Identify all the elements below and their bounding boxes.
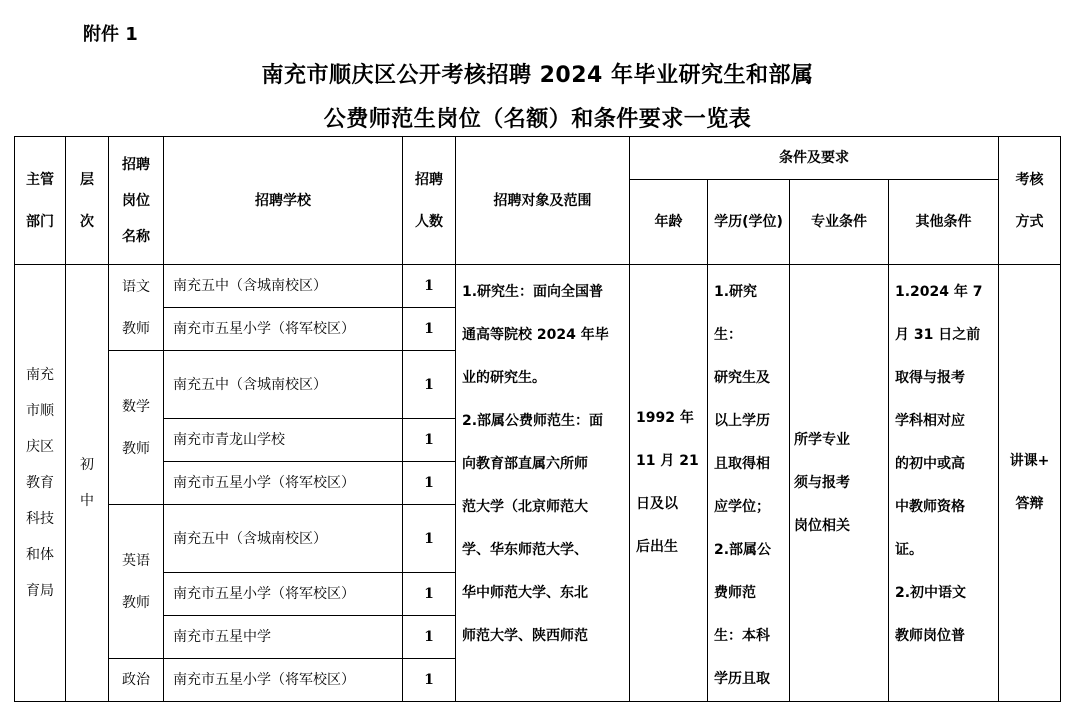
count-cell: 1 (403, 351, 456, 419)
school-cell: 南充五中（含城南校区） (164, 351, 403, 419)
count-cell: 1 (403, 265, 456, 308)
count-cell: 1 (403, 308, 456, 351)
header-level: 层 次 (66, 137, 109, 265)
header-education: 学历(学位) (708, 180, 790, 265)
school-cell: 南充市五星小学（将军校区） (164, 462, 403, 505)
count-cell: 1 (403, 462, 456, 505)
count-cell: 1 (403, 419, 456, 462)
dept-cell: 南充 市顺 庆区 教育 科技 和体 育局 (15, 265, 66, 702)
school-cell: 南充市五星中学 (164, 616, 403, 659)
count-cell: 1 (403, 659, 456, 702)
header-post: 招聘 岗位 名称 (109, 137, 164, 265)
header-method: 考核 方式 (999, 137, 1061, 265)
method-cell: 讲课+ 答辩 (999, 265, 1061, 702)
major-cell: 所学专业 须与报考 岗位相关 (790, 265, 889, 702)
header-target: 招聘对象及范围 (456, 137, 630, 265)
attachment-label: 附件 1 (83, 24, 138, 45)
target-cell: 1.研究生：面向全国普 通高等院校 2024 年毕 业的研究生。 2.部属公费师范生：面 向教育部直属六所师 范大学（北京师范大 学、华东师范大学、 华中师范大学、东北 师范大学、陕西师范 (456, 265, 630, 702)
document-title-line-1: 南充市顺庆区公开考核招聘 2024 年毕业研究生和部属 (261, 63, 814, 88)
post-politics: 政治 (109, 659, 164, 702)
header-count: 招聘 人数 (403, 137, 456, 265)
recruitment-table (14, 136, 1061, 702)
school-cell: 南充市五星小学（将军校区） (164, 573, 403, 616)
post-math: 数学 教师 (109, 351, 164, 505)
age-cell: 1992 年 11 月 21 日及以 后出生 (630, 265, 708, 702)
school-cell: 南充五中（含城南校区） (164, 265, 403, 308)
school-cell: 南充五中（含城南校区） (164, 505, 403, 573)
document-title-line-2: 公费师范生岗位（名额）和条件要求一览表 (323, 107, 752, 132)
header-age: 年龄 (630, 180, 708, 265)
count-cell: 1 (403, 573, 456, 616)
school-cell: 南充市五星小学（将军校区） (164, 659, 403, 702)
count-cell: 1 (403, 616, 456, 659)
header-other: 其他条件 (889, 180, 999, 265)
header-dept: 主管 部门 (15, 137, 66, 265)
school-cell: 南充市五星小学（将军校区） (164, 308, 403, 351)
education-cell: 1.研究生： 研究生及 以上学历 且取得相 应学位； 2.部属公 费师范 生：本科 学历且取 (708, 265, 790, 702)
post-chinese: 语文 教师 (109, 265, 164, 351)
other-cell: 1.2024 年 7 月 31 日之前 取得与报考 学科相对应 的初中或高 中教师资格 证。 2.初中语文 教师岗位普 (889, 265, 999, 702)
school-cell: 南充市青龙山学校 (164, 419, 403, 462)
table-row (15, 265, 1061, 308)
level-cell: 初 中 (66, 265, 109, 702)
header-conditions: 条件及要求 (630, 137, 999, 180)
count-cell: 1 (403, 505, 456, 573)
post-english: 英语 教师 (109, 505, 164, 659)
header-row-1 (15, 137, 1061, 180)
header-school: 招聘学校 (164, 137, 403, 265)
header-major: 专业条件 (790, 180, 889, 265)
